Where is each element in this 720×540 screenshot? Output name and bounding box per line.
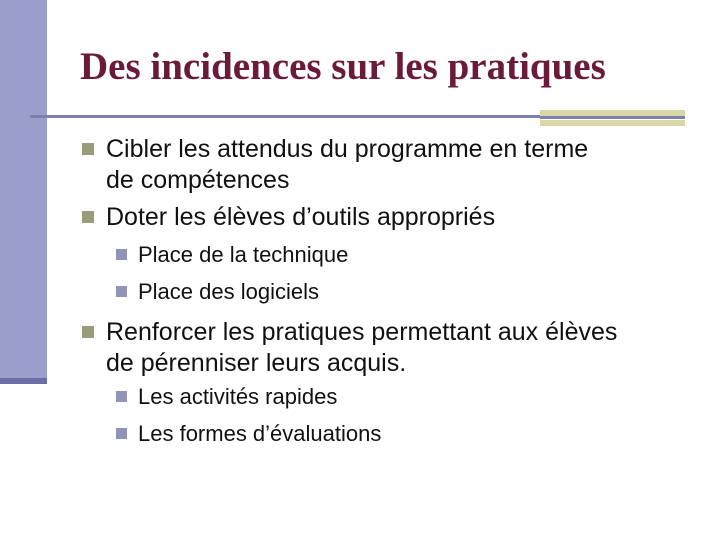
bullet-item — [82, 202, 702, 233]
bullet-text-line: de compétences — [106, 166, 290, 194]
bullet-text-line: Renforcer les pratiques permettant aux élèves — [106, 318, 618, 346]
title-underline-accent-mid — [540, 116, 685, 119]
sidebar-decoration-edge — [0, 378, 47, 384]
bullet-text: Doter les élèves d’outils appropriés — [106, 203, 496, 231]
title-underline-accent-bottom — [540, 120, 685, 126]
bullet-text-line: Cibler les attendus du programme en terme — [106, 135, 589, 163]
sub-bullet-text: Les formes d’évaluations — [138, 421, 382, 446]
slide-title: Des incidences sur les pratiques — [80, 45, 606, 88]
sub-bullet-item — [82, 420, 702, 447]
bullet-text-line: de pérenniser leurs acquis. — [106, 349, 407, 377]
square-bullet-icon — [82, 211, 94, 223]
bullet-item — [82, 134, 702, 196]
sub-bullet-text: Place des logiciels — [138, 279, 319, 304]
sub-bullet-text: Les activités rapides — [138, 384, 338, 409]
sub-bullet-item — [82, 383, 702, 410]
sub-bullet-item — [82, 241, 702, 268]
square-bullet-icon — [116, 249, 127, 260]
square-bullet-icon — [82, 326, 94, 338]
sub-bullet-text: Place de la technique — [138, 242, 349, 267]
sub-bullet-item — [82, 278, 702, 305]
square-bullet-icon — [116, 286, 127, 297]
square-bullet-icon — [82, 143, 94, 155]
title-underline — [30, 115, 540, 118]
slide-content — [82, 134, 702, 457]
sidebar-decoration — [0, 0, 47, 384]
square-bullet-icon — [116, 428, 127, 439]
square-bullet-icon — [116, 391, 127, 402]
bullet-item — [82, 317, 702, 379]
